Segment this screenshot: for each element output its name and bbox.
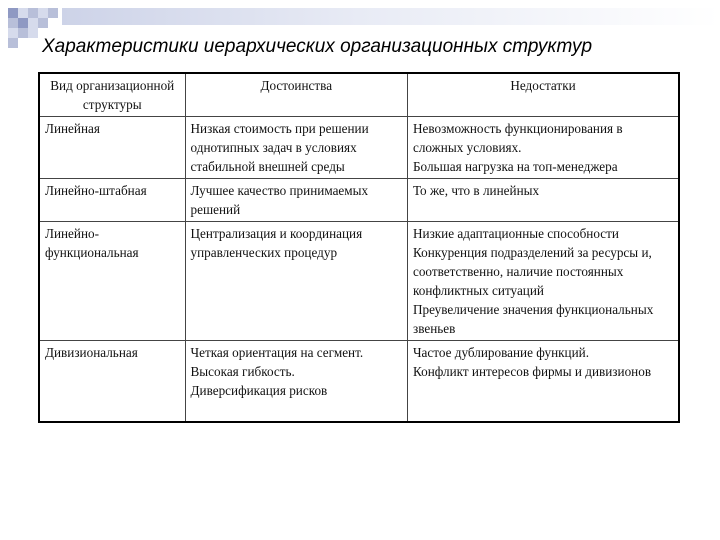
disadvantage-item: Невозможность функционирования в сложных условиях.	[412, 121, 623, 155]
decor-gradient-bar	[62, 8, 720, 25]
advantage-item: Высокая гибкость.	[190, 364, 295, 379]
cell-advantages	[185, 222, 407, 341]
disadvantage-item: Большая нагрузка на топ-менеджера	[412, 159, 618, 174]
advantage-item: Четкая ориентация на сегмент.	[190, 345, 364, 360]
cell-disadvantages	[407, 179, 679, 222]
disadvantage-item: Конкуренция подразделений за ресурсы и, соответственно, наличие постоянных конфликтных ситуаций	[412, 245, 652, 298]
structures-table	[38, 72, 680, 423]
cell-type: Дивизиональная	[39, 341, 185, 423]
table-row	[39, 117, 679, 179]
cell-disadvantages	[407, 341, 679, 423]
table-row	[39, 222, 679, 341]
header-advantages: Достоинства	[185, 73, 407, 117]
cell-disadvantages	[407, 117, 679, 179]
advantage-item: Централизация и координация управленческих процедур	[190, 226, 363, 260]
disadvantage-item: Частое дублирование функций.	[412, 345, 590, 360]
slide-title: Характеристики иерархических организационных структур	[42, 36, 593, 57]
disadvantage-item: То же, что в линейных	[412, 183, 540, 198]
cell-advantages	[185, 179, 407, 222]
disadvantage-item: Низкие адаптационные способности	[412, 226, 619, 241]
disadvantage-item: Конфликт интересов фирмы и дивизионов	[412, 364, 652, 379]
cell-type: Линейно-штабная	[39, 179, 185, 222]
advantage-item: Низкая стоимость при решении однотипных задач в условиях стабильной внешней среды	[190, 121, 369, 174]
cell-advantages	[185, 341, 407, 423]
table-row	[39, 341, 679, 423]
table-row	[39, 179, 679, 222]
header-disadvantages: Недостатки	[407, 73, 679, 117]
table-header-row	[39, 73, 679, 117]
disadvantage-item: Преувеличение значения функциональных звеньев	[412, 302, 654, 336]
cell-disadvantages	[407, 222, 679, 341]
cell-advantages	[185, 117, 407, 179]
advantage-item: Лучшее качество принимаемых решений	[190, 183, 369, 217]
cell-type: Линейная	[39, 117, 185, 179]
header-type: Вид организационной структуры	[39, 73, 185, 117]
cell-type: Линейно-функциональная	[39, 222, 185, 341]
advantage-item: Диверсификация рисков	[190, 383, 328, 398]
